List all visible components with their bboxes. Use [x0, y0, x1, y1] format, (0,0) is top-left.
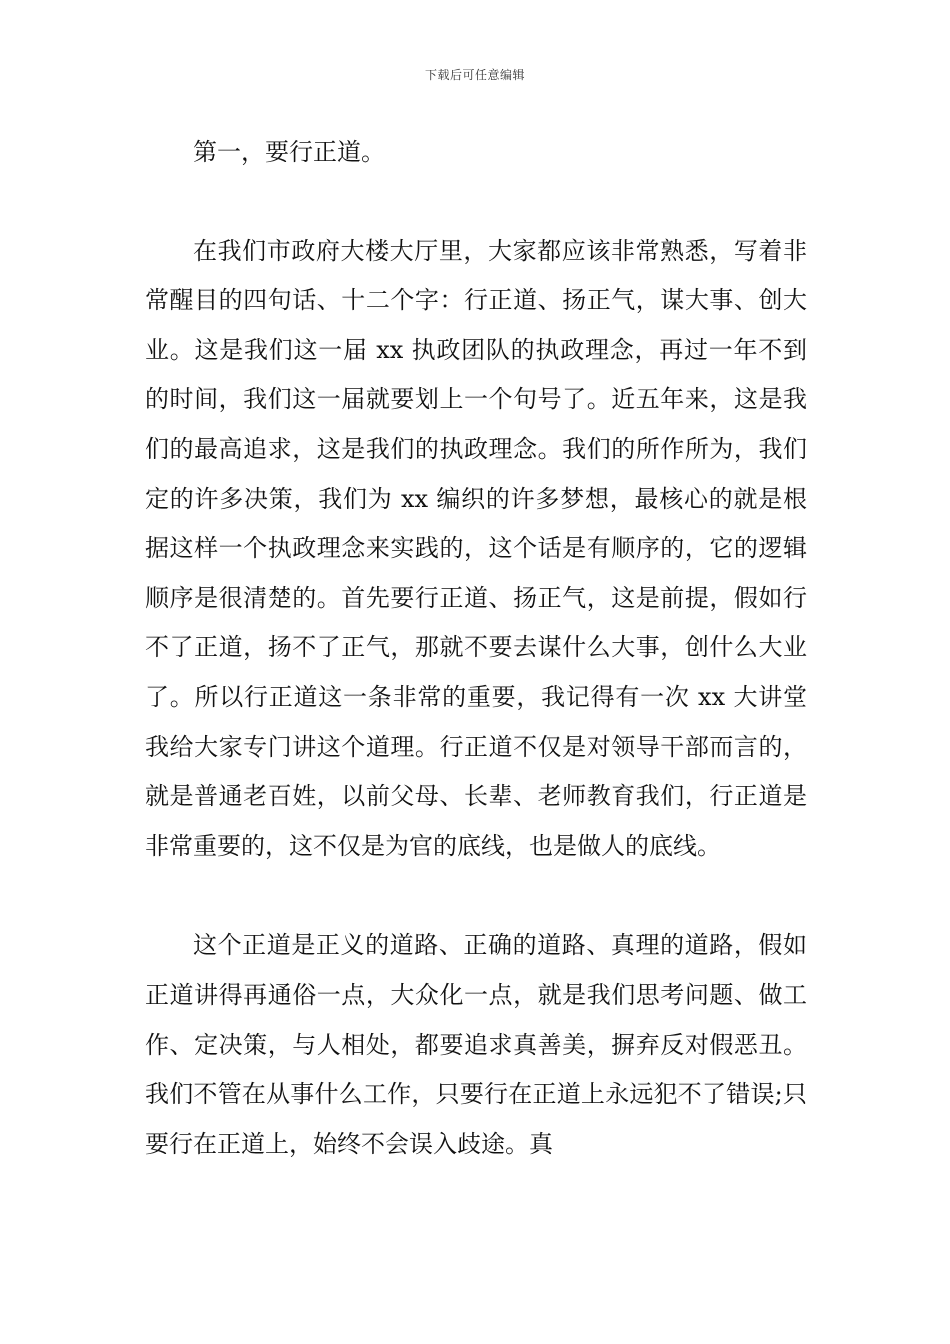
body-paragraph-1: 在我们市政府大楼大厅里，大家都应该非常熟悉，写着非常醒目的四句话、十二个字：行正道、扬正气，谋大事、创大业。这是我们这一届 xx 执政团队的执政理念，再过一年不到的时间，我们这一届就要划上一个句号了。近五年来，这是我们的最高追求，这是我们的执政理念。我们的所作所为，我们定的许多决策，我们为 xx 编织的许多梦想，最核心的就是根据这样一个执政理念来实践的，这个话是有顺序的，它的逻辑顺序是很清楚的。首先要行正道、扬正气，这是前提，假如行不了正道，扬不了正气，那就不要去谋什么大事，创什么大业了。所以行正道这一条非常的重要，我记得有一次 xx 大讲堂我给大家专门讲这个道理。行正道不仅是对领导干部而言的，就是普通老百姓，以前父母、长辈、老师教育我们，行正道是非常重要的，这不仅是为官的底线，也是做人的底线。 [145, 236, 807, 860]
page-header-note: 下载后可任意编辑 [424, 68, 525, 82]
section-heading: 第一，要行正道。 [193, 138, 385, 166]
document-body [145, 128, 807, 1169]
body-paragraph-2: 这个正道是正义的道路、正确的道路、真理的道路，假如正道讲得再通俗一点，大众化一点，就是我们思考问题、做工作、定决策，与人相处，都要追求真善美，摒弃反对假恶丑。我们不管在从事什么工作，只要行在正道上永远犯不了错误;只要行在正道上，始终不会误入歧途。真 [145, 931, 807, 1158]
